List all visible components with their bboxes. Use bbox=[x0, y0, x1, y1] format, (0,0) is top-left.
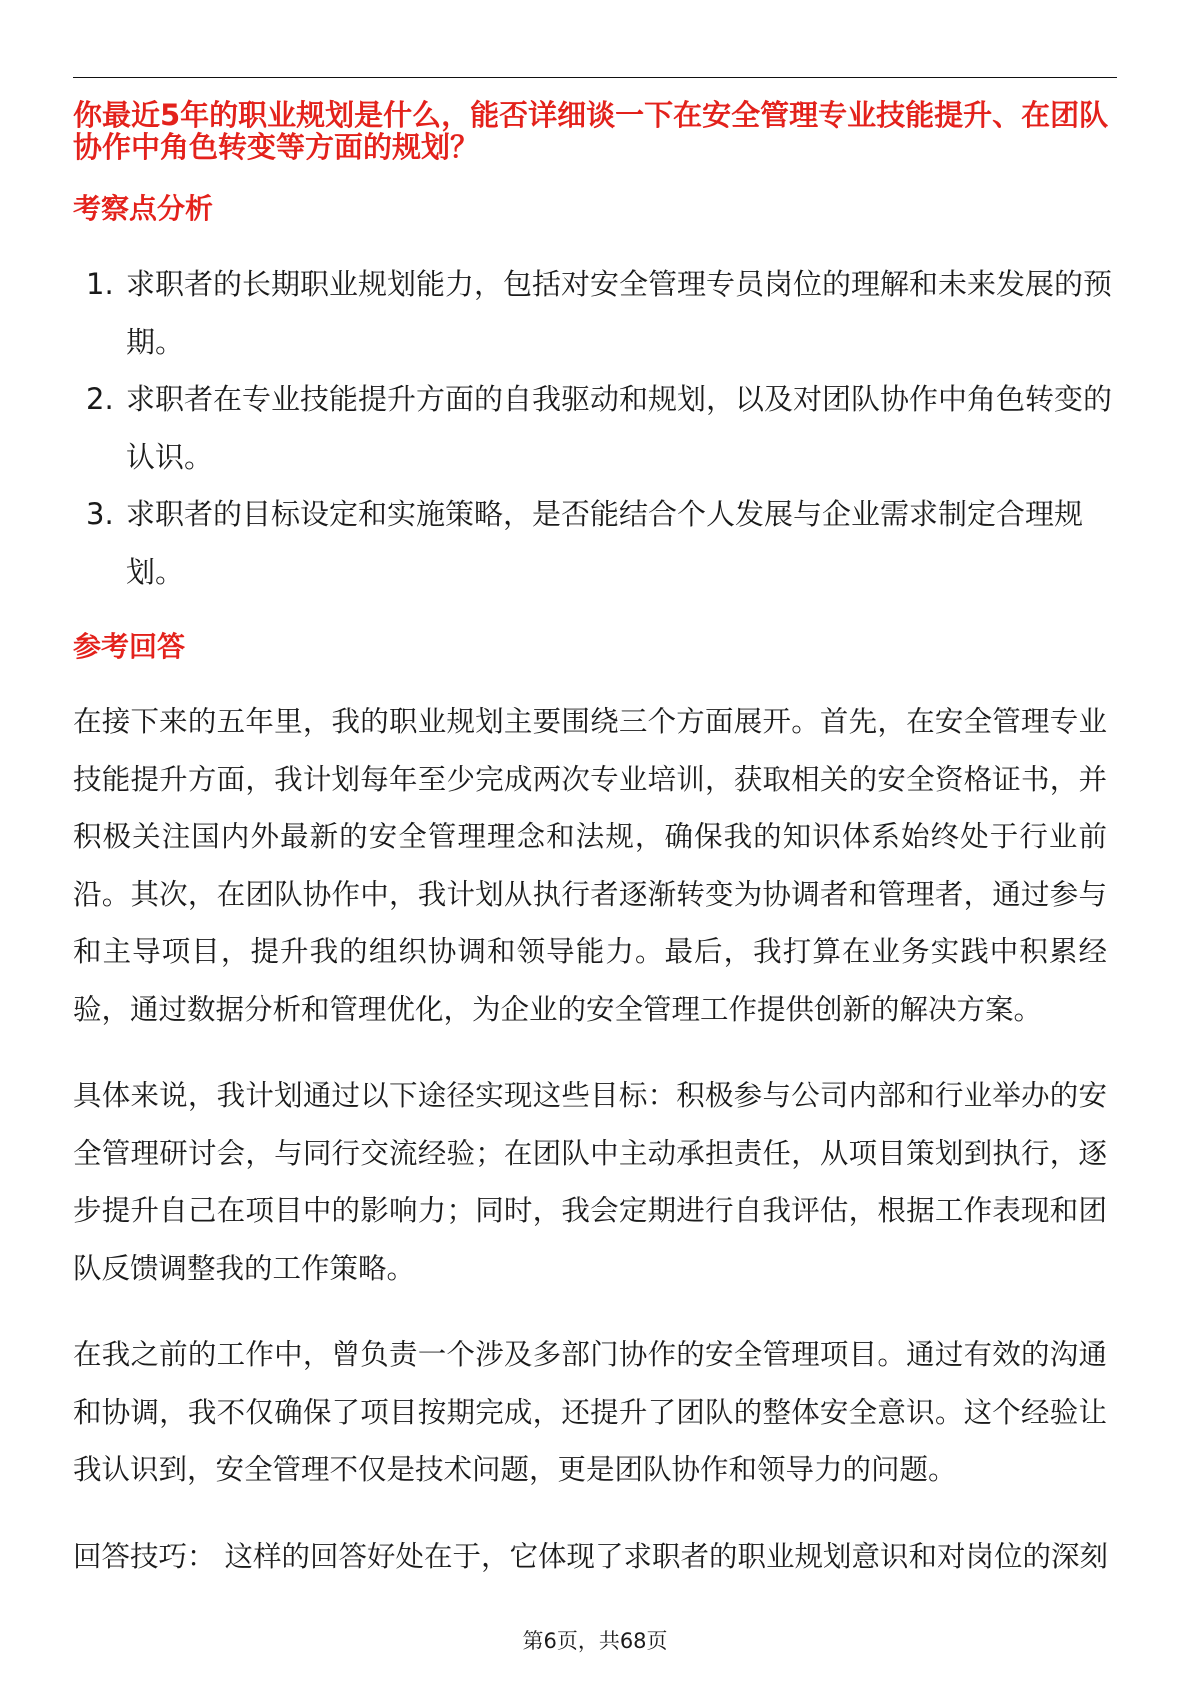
list-item bbox=[73, 486, 1117, 601]
paragraph-line: 积极关注国内外最新的安全管理理念和法规，确保我的知识体系始终处于行业前 bbox=[73, 820, 1107, 853]
answer-body bbox=[73, 693, 1107, 1614]
top-rule bbox=[73, 77, 1117, 78]
item-text bbox=[126, 486, 1117, 601]
paragraph-line: 和主导项目，提升我的组织协调和领导能力。最后，我打算在业务实践中积累经 bbox=[73, 935, 1107, 968]
paragraph-line: 我认识到，安全管理不仅是技术问题，更是团队协作和领导力的问题。 bbox=[73, 1453, 957, 1486]
paragraph-line: 具体来说，我计划通过以下途径实现这些目标：积极参与公司内部和行业举办的安 bbox=[73, 1079, 1107, 1112]
answer-tips-paragraph bbox=[73, 1528, 1107, 1586]
item-number: 2. bbox=[86, 382, 114, 416]
paragraph-line: 技能提升方面，我计划每年至少完成两次专业培训，获取相关的安全资格证书，并 bbox=[73, 762, 1107, 796]
item-text-line: 认识。 bbox=[126, 439, 214, 474]
item-text bbox=[126, 256, 1117, 371]
section-heading-analysis: 考察点分析 bbox=[73, 192, 214, 225]
item-text-line: 求职者的长期职业规划能力，包括对安全管理专员岗位的理解和未来发展的预 bbox=[126, 267, 1113, 301]
item-text bbox=[126, 371, 1117, 486]
paragraph-line: 在我之前的工作中，曾负责一个涉及多部门协作的安全管理项目。通过有效的沟通 bbox=[73, 1338, 1107, 1371]
item-text-line: 求职者在专业技能提升方面的自我驱动和规划，以及对团队协作中角色转变的 bbox=[126, 382, 1113, 416]
paragraph-line: 步提升自己在项目中的影响力；同时，我会定期进行自我评估，根据工作表现和团 bbox=[73, 1194, 1107, 1227]
item-text-line: 划。 bbox=[126, 554, 185, 589]
paragraph-line: 队反馈调整我的工作策略。 bbox=[73, 1251, 416, 1285]
list-item bbox=[73, 371, 1117, 486]
paragraph-line: 和协调，我不仅确保了项目按期完成，还提升了团队的整体安全意识。这个经验让 bbox=[73, 1395, 1107, 1429]
section-heading-answer: 参考回答 bbox=[73, 630, 186, 663]
analysis-list bbox=[73, 256, 1117, 601]
page-number: 第6页，共68页 bbox=[522, 1629, 668, 1653]
question-line: 你最近5年的职业规划是什么，能否详细谈一下在安全管理专业技能提升、在团队 bbox=[73, 98, 1109, 132]
question-line: 协作中角色转变等方面的规划？ bbox=[73, 130, 480, 164]
answer-paragraph bbox=[73, 1326, 1107, 1499]
item-text-line: 求职者的目标设定和实施策略，是否能结合个人发展与企业需求制定合理规 bbox=[126, 497, 1084, 531]
answer-paragraph bbox=[73, 693, 1107, 1038]
paragraph-line: 沿。其次，在团队协作中，我计划从执行者逐渐转变为协调者和管理者，通过参与 bbox=[73, 877, 1107, 911]
list-item bbox=[73, 256, 1117, 371]
answer-paragraph bbox=[73, 1067, 1107, 1297]
paragraph-line: 验，通过数据分析和管理优化，为企业的安全管理工作提供创新的解决方案。 bbox=[73, 992, 1043, 1026]
item-number: 3. bbox=[86, 497, 114, 531]
paragraph-line: 全管理研讨会，与同行交流经验；在团队中主动承担责任，从项目策划到执行，逐 bbox=[73, 1136, 1107, 1170]
item-number: 1. bbox=[86, 267, 114, 301]
question-title bbox=[73, 99, 1117, 163]
paragraph-line: 回答技巧： 这样的回答好处在于，它体现了求职者的职业规划意识和对岗位的深刻 bbox=[73, 1539, 1109, 1573]
item-text-line: 期。 bbox=[126, 324, 185, 359]
paragraph-line: 在接下来的五年里，我的职业规划主要围绕三个方面展开。首先，在安全管理专业 bbox=[73, 705, 1107, 738]
